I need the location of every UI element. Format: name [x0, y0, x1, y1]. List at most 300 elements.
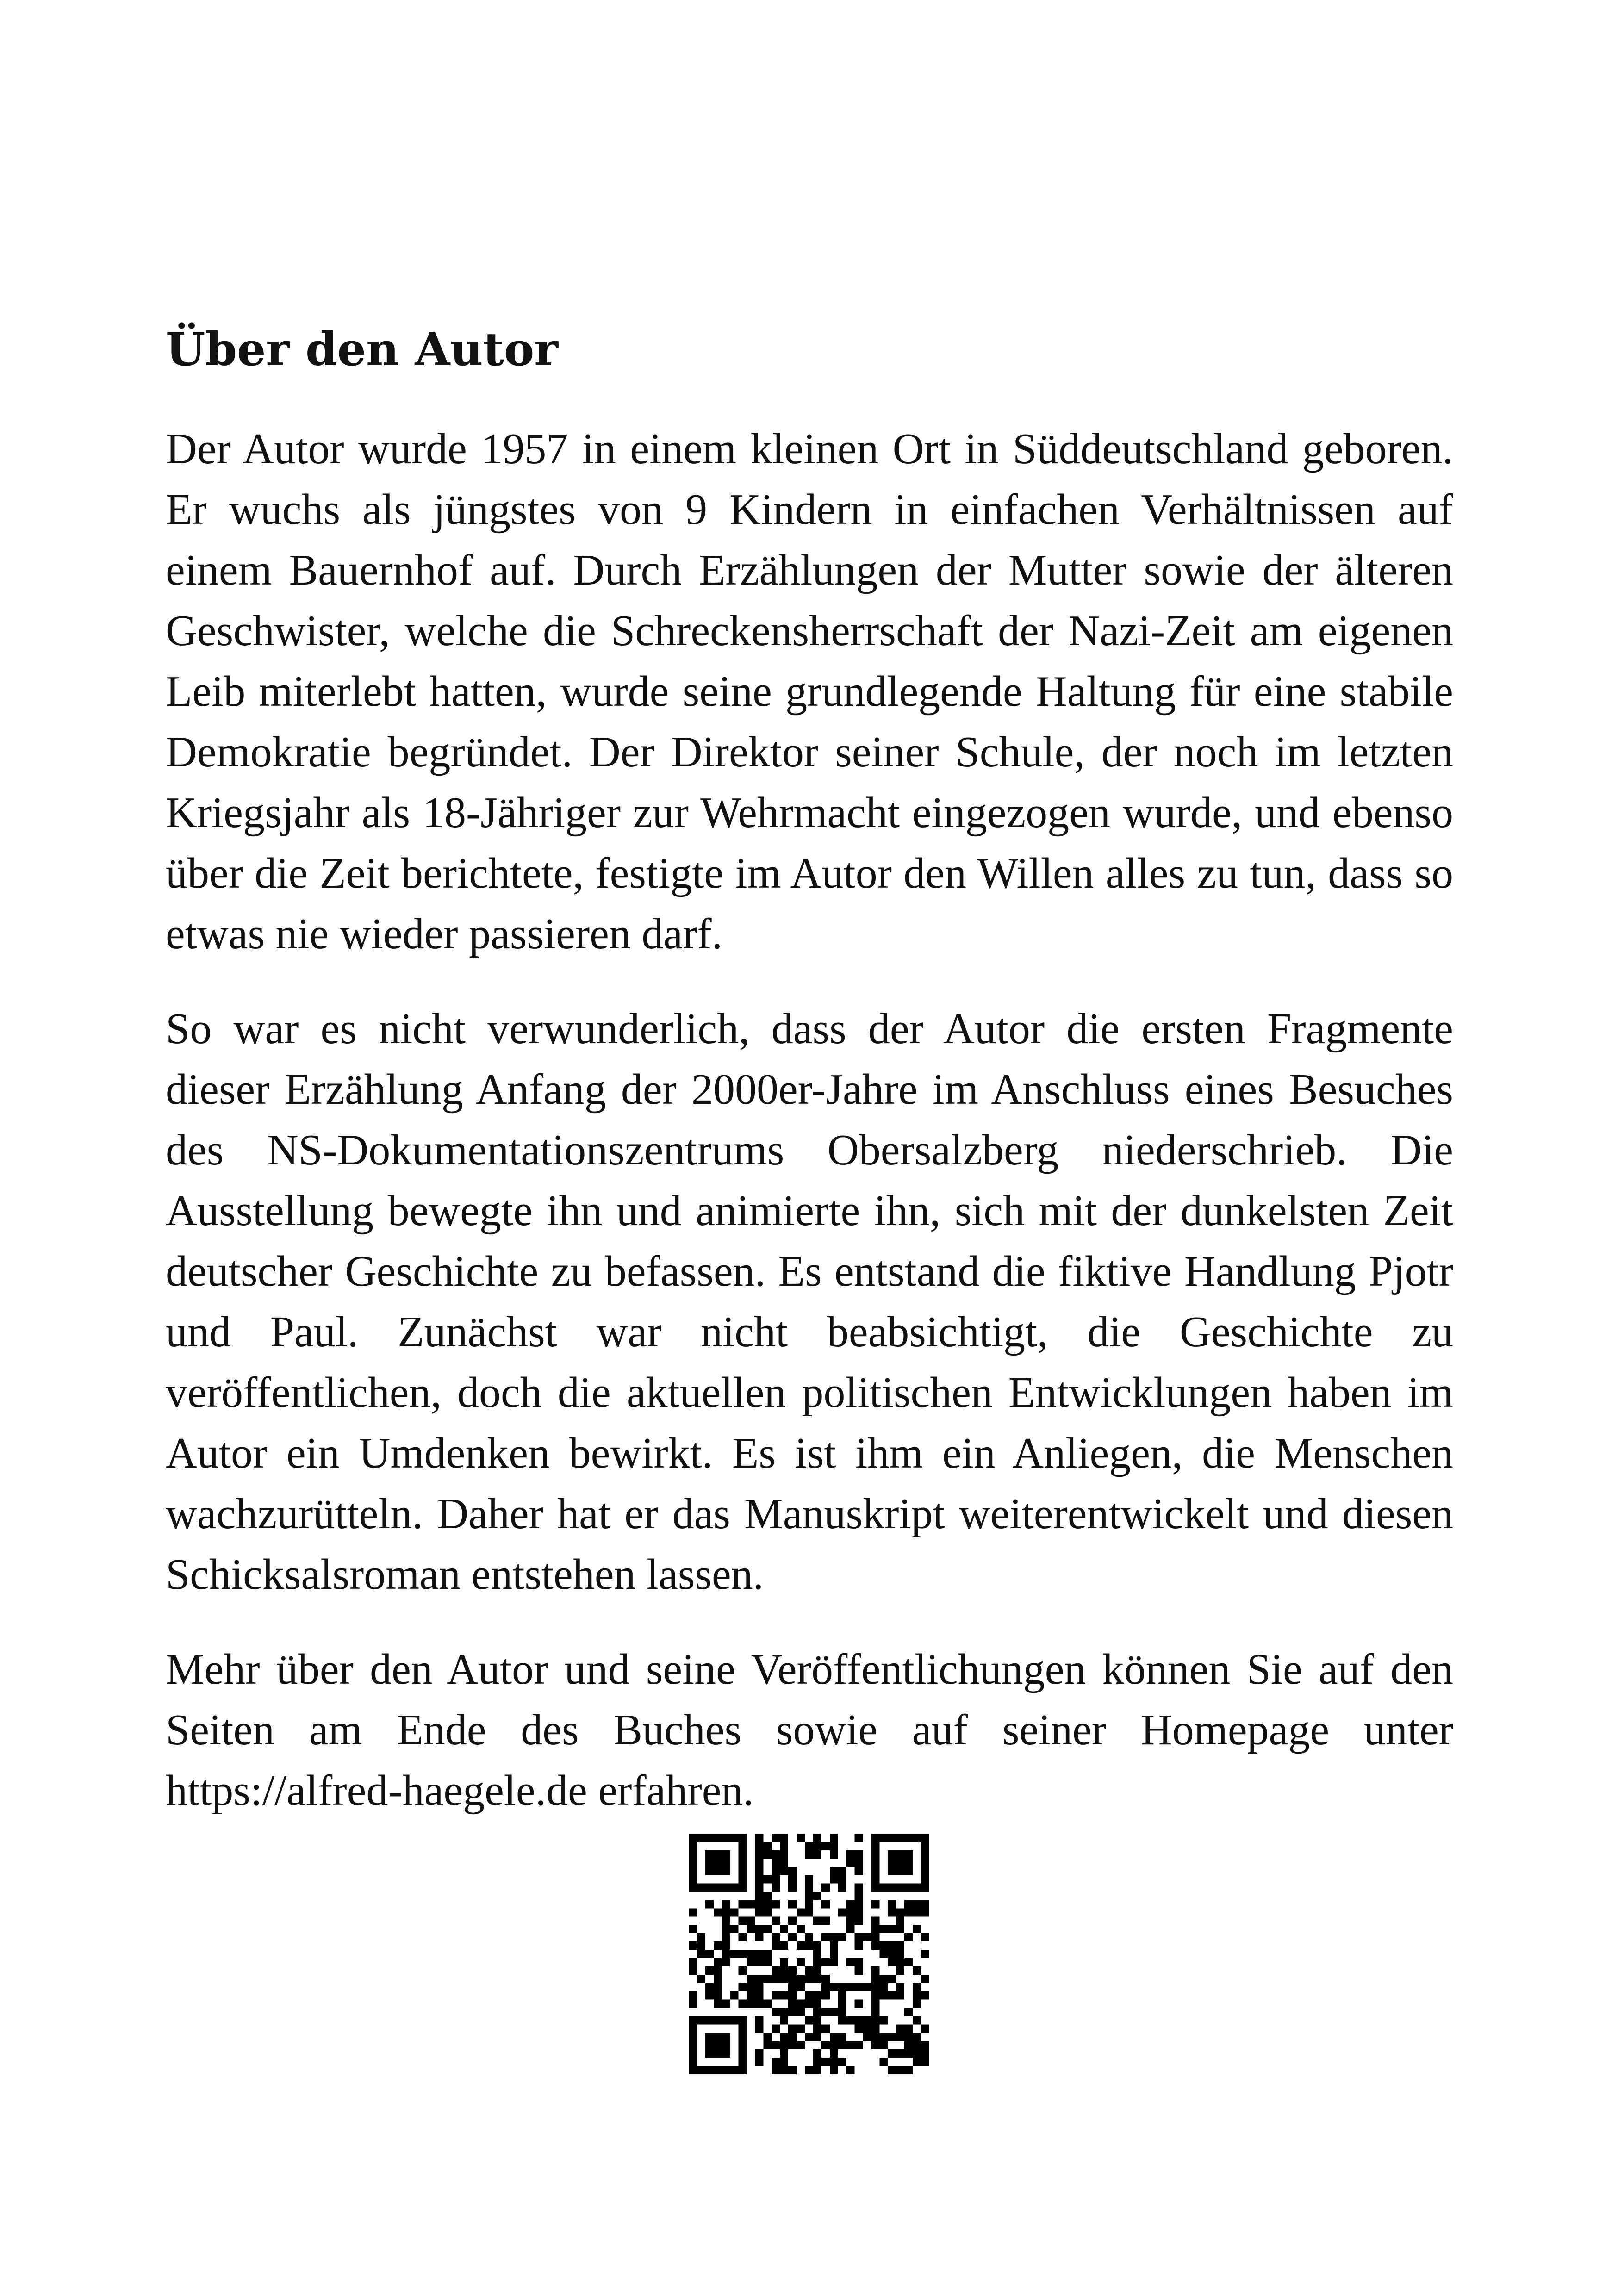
qr-module: [921, 1975, 929, 1983]
qr-module: [763, 2041, 772, 2049]
qr-module: [805, 1884, 813, 1892]
qr-module: [846, 1983, 855, 1991]
qr-module: [838, 2058, 846, 2066]
qr-module: [805, 1842, 813, 1850]
qr-module: [921, 1950, 929, 1958]
qr-module: [871, 2000, 879, 2008]
qr-module: [780, 2033, 788, 2041]
qr-module: [705, 1900, 714, 1908]
qr-module: [805, 1850, 813, 1859]
qr-module: [697, 1884, 705, 1892]
qr-module: [830, 1958, 838, 1966]
qr-module: [855, 1941, 863, 1950]
qr-module: [855, 1859, 863, 1867]
qr-module: [739, 1884, 747, 1892]
qr-module: [838, 1991, 846, 2000]
qr-module: [855, 1983, 863, 1991]
qr-module: [821, 2024, 830, 2033]
qr-module: [755, 1933, 763, 1941]
qr-module: [697, 1950, 705, 1958]
qr-module: [896, 2066, 904, 2074]
qr-module: [780, 1958, 788, 1966]
qr-module: [904, 1884, 913, 1892]
qr-module: [722, 1859, 730, 1867]
qr-module: [714, 1834, 722, 1842]
qr-module: [830, 1983, 838, 1991]
qr-module: [863, 2016, 871, 2024]
qr-module: [913, 2000, 921, 2008]
qr-module: [739, 1950, 747, 1958]
qr-module: [714, 2000, 722, 2008]
qr-module: [755, 2049, 763, 2058]
qr-module: [921, 1933, 929, 1941]
qr-module: [788, 1875, 797, 1884]
qr-module: [772, 2066, 780, 2074]
qr-module: [813, 2000, 821, 2008]
qr-module: [805, 1991, 813, 2000]
qr-module: [813, 1834, 821, 1842]
qr-module: [904, 2008, 913, 2016]
qr-module: [913, 1983, 921, 1991]
qr-module: [813, 1916, 821, 1925]
qr-module: [821, 1933, 830, 1941]
qr-module: [763, 1875, 772, 1884]
qr-module: [838, 2033, 846, 2041]
qr-module: [797, 2000, 805, 2008]
qr-module: [879, 2016, 888, 2024]
qr-module: [714, 1867, 722, 1875]
qr-module: [813, 1958, 821, 1966]
qr-module: [879, 1834, 888, 1842]
qr-module: [772, 1834, 780, 1842]
qr-module: [871, 2024, 879, 2033]
qr-module: [863, 1983, 871, 1991]
qr-module: [879, 1950, 888, 1958]
qr-module: [813, 2016, 821, 2024]
qr-module: [730, 1884, 739, 1892]
qr-module: [780, 1859, 788, 1867]
qr-module: [921, 2024, 929, 2033]
qr-module: [797, 1983, 805, 1991]
qr-module: [755, 1975, 763, 1983]
qr-module: [705, 1859, 714, 1867]
qr-module: [780, 2066, 788, 2074]
qr-module: [722, 1850, 730, 1859]
qr-module: [797, 1941, 805, 1950]
qr-module: [904, 2049, 913, 2058]
qr-module: [871, 1867, 879, 1875]
qr-module: [846, 2041, 855, 2049]
qr-module: [788, 1884, 797, 1892]
qr-module: [855, 1884, 863, 1892]
qr-module: [772, 1991, 780, 2000]
qr-module: [797, 1958, 805, 1966]
qr-module: [755, 1925, 763, 1933]
qr-module: [888, 2033, 896, 2041]
qr-module: [921, 1991, 929, 2000]
qr-module: [730, 1991, 739, 2000]
qr-module: [788, 2041, 797, 2049]
qr-module: [747, 1958, 755, 1966]
qr-module: [838, 2016, 846, 2024]
qr-module: [714, 2041, 722, 2049]
qr-module: [797, 2008, 805, 2016]
qr-module: [780, 1834, 788, 1842]
qr-module: [838, 2000, 846, 2008]
qr-module: [739, 1842, 747, 1850]
qr-module: [888, 1834, 896, 1842]
qr-module: [689, 2058, 697, 2066]
qr-module: [705, 2041, 714, 2049]
qr-module: [821, 1900, 830, 1908]
qr-module: [772, 2041, 780, 2049]
qr-module: [921, 2058, 929, 2066]
qr-module: [739, 2066, 747, 2074]
qr-module: [772, 2024, 780, 2033]
qr-module: [830, 1867, 838, 1875]
qr-module: [739, 2000, 747, 2008]
qr-module: [871, 1834, 879, 1842]
qr-module: [747, 2000, 755, 2008]
qr-module: [730, 2016, 739, 2024]
qr-module: [730, 2066, 739, 2074]
qr-module: [772, 1933, 780, 1941]
qr-module: [788, 1867, 797, 1875]
qr-module: [714, 1975, 722, 1983]
qr-module: [788, 1975, 797, 1983]
qr-module: [838, 1983, 846, 1991]
qr-module: [913, 2058, 921, 2066]
qr-module: [747, 1916, 755, 1925]
qr-module: [805, 1875, 813, 1884]
qr-module: [888, 2049, 896, 2058]
qr-module: [780, 2049, 788, 2058]
qr-module: [747, 1983, 755, 1991]
qr-module: [755, 1884, 763, 1892]
qr-module: [697, 1975, 705, 1983]
qr-module: [722, 1900, 730, 1908]
qr-module: [689, 1966, 697, 1975]
qr-module: [846, 2066, 855, 2074]
qr-module: [846, 1908, 855, 1916]
qr-module: [747, 1900, 755, 1908]
qr-module: [921, 1900, 929, 1908]
qr-module: [838, 1867, 846, 1875]
qr-module: [863, 2033, 871, 2041]
qr-module: [855, 1867, 863, 1875]
qr-module: [797, 1908, 805, 1916]
qr-module: [780, 1850, 788, 1859]
qr-module: [896, 1916, 904, 1925]
qr-module: [921, 1908, 929, 1916]
qr-module: [689, 1941, 697, 1950]
qr-module: [788, 1991, 797, 2000]
qr-module: [913, 1925, 921, 1933]
qr-module: [705, 1834, 714, 1842]
qr-module: [755, 1867, 763, 1875]
qr-module: [714, 1850, 722, 1859]
qr-module: [813, 1892, 821, 1900]
qr-module: [772, 2058, 780, 2066]
qr-module: [888, 1941, 896, 1950]
qr-module: [871, 1842, 879, 1850]
qr-module: [863, 2024, 871, 2033]
qr-module: [739, 2016, 747, 2024]
qr-module: [888, 2066, 896, 2074]
qr-module: [888, 1975, 896, 1983]
qr-module: [896, 2033, 904, 2041]
qr-module: [780, 1975, 788, 1983]
qr-module: [921, 1850, 929, 1859]
qr-module: [904, 1958, 913, 1966]
qr-module: [871, 1850, 879, 1859]
qr-module: [772, 2008, 780, 2016]
qr-module: [813, 1850, 821, 1859]
qr-module: [714, 1884, 722, 1892]
qr-module: [921, 2049, 929, 2058]
qr-module: [896, 1908, 904, 1916]
qr-module: [722, 1908, 730, 1916]
qr-module: [913, 1900, 921, 1908]
qr-module: [830, 2066, 838, 2074]
qr-module: [879, 1983, 888, 1991]
qr-module: [797, 2041, 805, 2049]
qr-module: [805, 1966, 813, 1975]
qr-module: [697, 1834, 705, 1842]
qr-module: [896, 1850, 904, 1859]
qr-module: [705, 1983, 714, 1991]
qr-module: [763, 1900, 772, 1908]
qr-module: [879, 2058, 888, 2066]
qr-module: [772, 1867, 780, 1875]
qr-module: [714, 1983, 722, 1991]
qr-module: [846, 2016, 855, 2024]
qr-module: [763, 1950, 772, 1958]
qr-module: [739, 2049, 747, 2058]
qr-module: [697, 1933, 705, 1941]
qr-module: [705, 1850, 714, 1859]
qr-module: [705, 2016, 714, 2024]
qr-module: [755, 1900, 763, 1908]
qr-module: [689, 2066, 697, 2074]
qr-module: [714, 1941, 722, 1950]
qr-module: [722, 2049, 730, 2058]
qr-module: [871, 1875, 879, 1884]
qr-module: [763, 2000, 772, 2008]
qr-module: [763, 2033, 772, 2041]
qr-module: [896, 1867, 904, 1875]
qr-module: [904, 1850, 913, 1859]
qr-module: [913, 1908, 921, 1916]
qr-module: [689, 1867, 697, 1875]
qr-module: [913, 2049, 921, 2058]
qr-module: [763, 1975, 772, 1983]
qr-module: [763, 1958, 772, 1966]
qr-module: [797, 1975, 805, 1983]
qr-module: [830, 2041, 838, 2049]
qr-module: [755, 1842, 763, 1850]
qr-module: [772, 1859, 780, 1867]
qr-module: [739, 1875, 747, 1884]
qr-module: [780, 1966, 788, 1975]
qr-module: [730, 1908, 739, 1916]
qr-module: [830, 2049, 838, 2058]
qr-module: [697, 2066, 705, 2074]
qr-module: [788, 1916, 797, 1925]
qr-module: [788, 1983, 797, 1991]
qr-module: [896, 1859, 904, 1867]
qr-module: [689, 1908, 697, 1916]
qr-module: [755, 2016, 763, 2024]
qr-module: [855, 1958, 863, 1966]
qr-module: [689, 1834, 697, 1842]
qr-module: [821, 1991, 830, 2000]
qr-module: [846, 1900, 855, 1908]
qr-module: [689, 1958, 697, 1966]
qr-module: [838, 1933, 846, 1941]
qr-module: [714, 1958, 722, 1966]
qr-module: [805, 2033, 813, 2041]
section-heading: Über den Autor: [166, 323, 558, 376]
qr-module: [722, 1916, 730, 1925]
qr-module: [739, 1867, 747, 1875]
qr-module: [813, 2058, 821, 2066]
qr-module: [788, 2008, 797, 2016]
qr-module: [780, 1867, 788, 1875]
qr-module: [755, 1834, 763, 1842]
qr-code-icon: [689, 1834, 929, 2074]
qr-module: [739, 2033, 747, 2041]
qr-module: [830, 1834, 838, 1842]
qr-module: [705, 1966, 714, 1975]
qr-module: [722, 2016, 730, 2024]
qr-module: [722, 1925, 730, 1933]
qr-module: [904, 2066, 913, 2074]
qr-module: [714, 2066, 722, 2074]
qr-module: [838, 2041, 846, 2049]
qr-module: [797, 1834, 805, 1842]
qr-module: [689, 2016, 697, 2024]
qr-module: [763, 1925, 772, 1933]
qr-module: [855, 1900, 863, 1908]
qr-module: [689, 1991, 697, 2000]
qr-module: [879, 2033, 888, 2041]
qr-module: [921, 1884, 929, 1892]
qr-module: [705, 1884, 714, 1892]
qr-module: [755, 1983, 763, 1991]
qr-module: [780, 2016, 788, 2024]
qr-module: [838, 1908, 846, 1916]
qr-module: [813, 1842, 821, 1850]
qr-module: [896, 1950, 904, 1958]
qr-module: [805, 2066, 813, 2074]
paragraph-biography: Der Autor wurde 1957 in einem kleinen Ort in Süddeutschland geboren. Er wuchs als jüngstes von 9 Kindern in einfachen Verhältnissen auf einem Bauernhof auf. Durch Erzählungen der Mutter sowie der älteren Geschwister, welche die Schreckensherrschaft der Nazi-Zeit am eigenen Leib miterlebt hatten, wurde seine grundlegende Haltung für eine stabile Demokratie begründet. Der Direktor seiner Schule, der noch im letzten Kriegsjahr als 18-Jähriger zur Wehrmacht eingezogen wurde, und ebenso über die Zeit berichtete, festigte im Autor den Willen alles zu tun, dass so etwas nie wieder passieren darf.: [166, 424, 1453, 958]
qr-module: [788, 1966, 797, 1975]
qr-module: [689, 1859, 697, 1867]
qr-module: [755, 2058, 763, 2066]
qr-module: [697, 2016, 705, 2024]
qr-module: [855, 2024, 863, 2033]
qr-module: [739, 2041, 747, 2049]
qr-module: [821, 1983, 830, 1991]
qr-module: [689, 1850, 697, 1859]
qr-module: [821, 1916, 830, 1925]
qr-module: [896, 1925, 904, 1933]
qr-module: [904, 1900, 913, 1908]
qr-module: [879, 2041, 888, 2049]
qr-module: [821, 1975, 830, 1983]
qr-module: [913, 2033, 921, 2041]
qr-module: [739, 1983, 747, 1991]
qr-module: [722, 1950, 730, 1958]
qr-module: [705, 1867, 714, 1875]
qr-module: [813, 2008, 821, 2016]
qr-module: [813, 2033, 821, 2041]
qr-module: [896, 1991, 904, 2000]
qr-module: [871, 1859, 879, 1867]
qr-module: [855, 2041, 863, 2049]
qr-module: [780, 1991, 788, 2000]
qr-module: [780, 2008, 788, 2016]
qr-module: [846, 1925, 855, 1933]
qr-module: [797, 2024, 805, 2033]
qr-module: [888, 1884, 896, 1892]
qr-module: [921, 1867, 929, 1875]
qr-module: [755, 1958, 763, 1966]
qr-module: [871, 2016, 879, 2024]
qr-module: [788, 1900, 797, 1908]
qr-module: [855, 1916, 863, 1925]
qr-module: [755, 1908, 763, 1916]
qr-module: [846, 1916, 855, 1925]
qr-module: [830, 2033, 838, 2041]
qr-module: [788, 2066, 797, 2074]
qr-module: [763, 1908, 772, 1916]
qr-module: [722, 1958, 730, 1966]
qr-module: [722, 2000, 730, 2008]
qr-module: [813, 1991, 821, 2000]
qr-module: [896, 1941, 904, 1950]
qr-module: [904, 1867, 913, 1875]
qr-module: [772, 1884, 780, 1892]
qr-module: [772, 1916, 780, 1925]
qr-module: [747, 1991, 755, 2000]
qr-module: [722, 2066, 730, 2074]
qr-module: [896, 2049, 904, 2058]
qr-module: [714, 1859, 722, 1867]
qr-module: [888, 1900, 896, 1908]
qr-module: [904, 2033, 913, 2041]
qr-module: [813, 2066, 821, 2074]
qr-module: [780, 1925, 788, 1933]
qr-module: [838, 2008, 846, 2016]
qr-module: [896, 1884, 904, 1892]
qr-module: [838, 1884, 846, 1892]
qr-module: [904, 1834, 913, 1842]
qr-module: [755, 1991, 763, 2000]
qr-module: [871, 1916, 879, 1925]
qr-module: [821, 2058, 830, 2066]
qr-module: [705, 1991, 714, 2000]
qr-module: [855, 1966, 863, 1975]
qr-module: [871, 1941, 879, 1950]
qr-module: [821, 1958, 830, 1966]
qr-module: [896, 1983, 904, 1991]
qr-module: [855, 1908, 863, 1916]
qr-module: [921, 1859, 929, 1867]
qr-module: [772, 1900, 780, 1908]
qr-module: [871, 1975, 879, 1983]
